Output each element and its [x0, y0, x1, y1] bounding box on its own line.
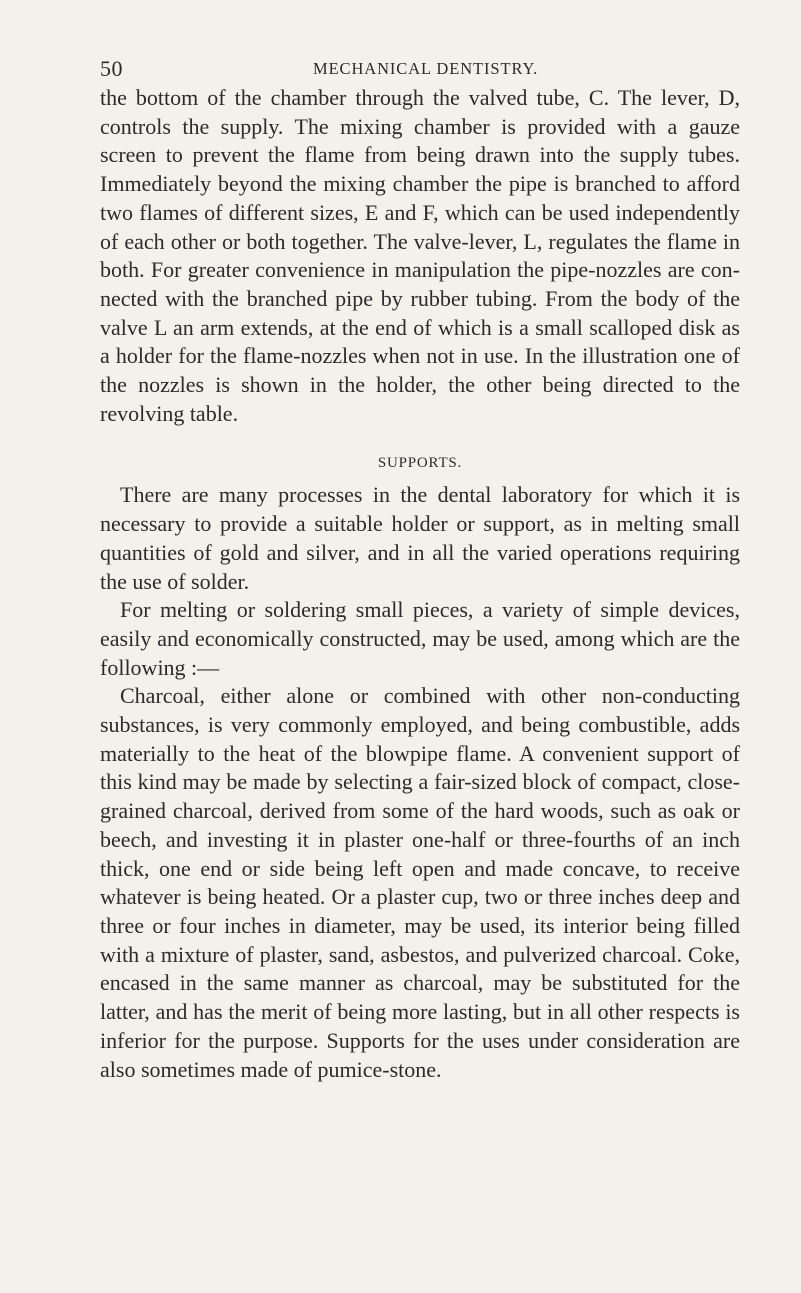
paragraph: For melting or soldering small pieces, a variety of simple devices, easily and economically constructed, may be used, among which are the following :— [100, 597, 740, 680]
running-head: MECHANICAL DENTISTRY. [313, 59, 539, 78]
body-text [100, 84, 740, 1084]
paragraph: Charcoal, either alone or combined with other non-conducting substances, is very commonly employed, and being combustible, adds materially to the heat of the blowpipe flame. A convenient support of this kind may be made by selecting a fair-sized block of compact, close-grained charcoal, derived from some of the hard woods, such as oak or beech, and investing it in plaster one-half or three-fourths of an inch thick, one end or side being left open and made concave, to receive whatever is being heated. Or a plaster cup, two or three inches deep and three or four inches in diameter, may be used, its interior being filled with a mixture of plaster, sand, asbestos, and pulverized charcoal. Coke, encased in the same manner as charcoal, may be substituted for the latter, and has the merit of being more lasting, but in all other respects is inferior for the purpose. Supports for the uses under consideration are also sometimes made of pumice-stone. [100, 683, 740, 1082]
page-header [100, 56, 740, 86]
paragraph: There are many processes in the dental laboratory for which it is necessary to provide a suitable holder or support, as in melting small quantities of gold and silver, and in all the varied operations requiring the use of solder. [100, 482, 740, 594]
page-number: 50 [100, 56, 123, 81]
section-heading: SUPPORTS. [377, 455, 463, 472]
paragraph-continued: the bottom of the chamber through the valved tube, C. The lever, D, controls the supply. The mixing chamber is provided with a gauze screen to prevent the flame from being drawn into the supply tubes. Immediately beyond the mixing chamber the pipe is branched to afford two flames of different sizes, E and F, which can be used independently of each other or both together. The valve-lever, L, regulates the flame in both. For greater convenience in manipulation the pipe-nozzles are connected with the branched pipe by rubber tubing. From the body of the valve L an arm extends, at the end of which is a small scalloped disk as a holder for the flame-nozzles when not in use. In the illustration one of the nozzles is shown in the holder, the other being directed to the revolving table. [100, 85, 740, 426]
